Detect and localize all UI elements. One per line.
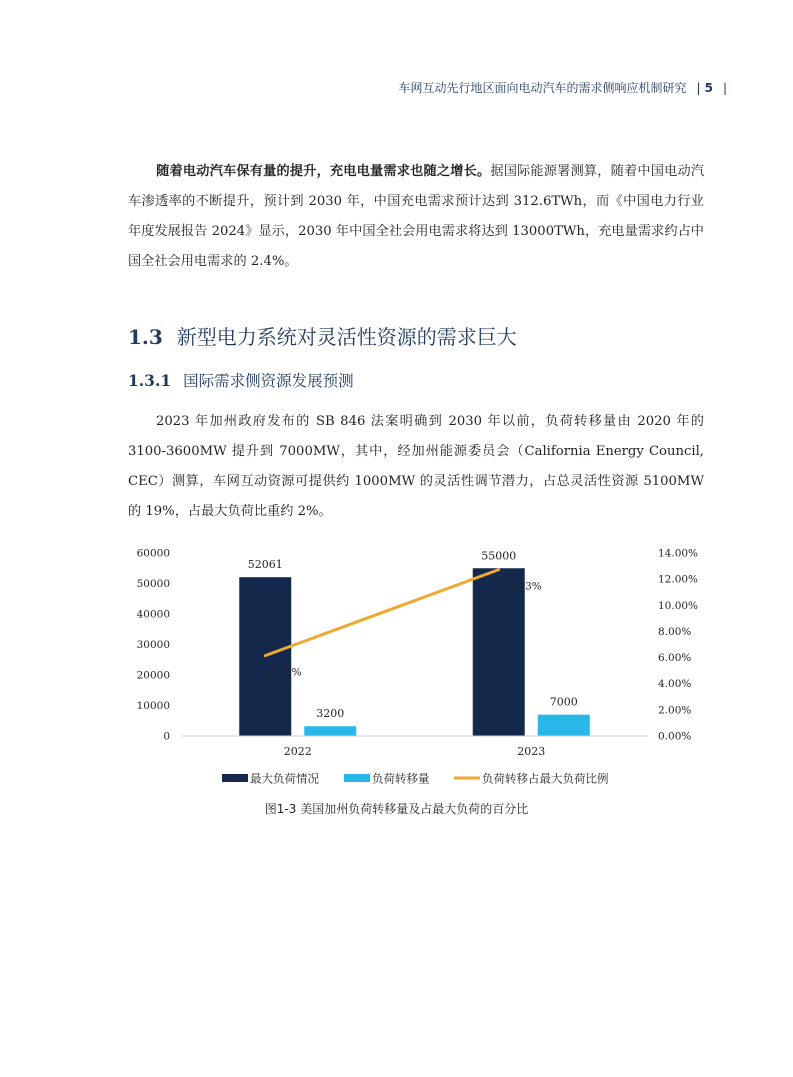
y-left-tick-label: 0 [163,730,170,743]
header-separator-right: | [722,81,727,95]
page-number: 5 [704,81,713,95]
section-heading [128,321,517,350]
y-left-tick-label: 10000 [136,700,170,712]
paragraph-lead-sentence: 随着电动汽车保有量的提升，充电电量需求也随之增长。 [156,164,491,179]
legend-swatch [344,774,370,782]
legend-swatch [222,774,248,782]
bar-load-shift-2023 [538,715,590,736]
y-right-tick-label: 2.00% [658,704,692,717]
legend-label: 负荷转移量 [372,771,430,786]
combo-chart [0,540,793,795]
running-title: 车网互动先行地区面向电动汽车的需求侧响应机制研究 [398,81,687,95]
line-series-ratio [265,570,499,656]
y-left-tick-label: 30000 [136,639,170,651]
y-left-tick-label: 20000 [136,669,170,682]
y-right-tick-label: 10.00% [658,599,699,612]
y-right-tick-label: 14.00% [658,547,699,560]
y-right-tick-label: 4.00% [658,678,692,691]
y-left-tick-label: 60000 [136,547,170,560]
bar-data-label: 55000 [481,549,517,563]
y-left-tick-label: 40000 [136,608,170,621]
legend-label: 最大负荷情况 [250,771,319,786]
subsection-number: 1.3.1 [128,371,172,390]
bar-data-label: 7000 [549,695,578,709]
y-right-tick-label: 6.00% [658,652,692,665]
subsection-heading [128,369,354,391]
paragraph-body: 2023 年加州政府发布的 SB 846 法案明确到 2030 年以前，负荷转移量由 2020 年的 3100-3600MW 提升到 7000MW，其中，经加州能源委员会（California Energy Council, CEC）测算，车网互动资源可提供约 1000MW 的灵活性调节潜力，占总灵活性资源 5100MW 的 19%，占最大负荷比重约 2%。 [128,414,704,519]
running-header [399,79,731,96]
section-title: 新型电力系统对灵活性资源的需求巨大 [176,325,517,349]
subsection-title: 国际需求侧资源发展预测 [183,372,354,390]
y-right-tick-label: 12.00% [658,573,699,586]
y-left-tick-label: 50000 [136,578,170,590]
section-number: 1.3 [128,325,163,349]
x-tick-label: 2023 [517,745,546,758]
line-data-label: 12.73% [501,580,542,593]
legend-label: 负荷转移占最大负荷比例 [482,771,609,786]
figure-caption: 图1-3 美国加州负荷转移量及占最大负荷的百分比 [264,802,529,816]
bar-max-load-2023 [473,568,525,736]
paragraph-charging-demand [128,157,704,277]
y-right-tick-label: 8.00% [658,625,692,638]
y-right-tick-label: 0.00% [658,730,692,743]
bar-data-label: 3200 [316,707,345,721]
paragraph-body: 据国际能源署测算，随着中国电动汽车渗透率的不断提升，预计到 2030 年，中国充电需求预计达到 312.6TWh，而《中国电力行业年度发展报告 2024》显示，2030 年中国全社会用电需求将达到 13000TWh，充电量需求约占中国全社会用电需求的 2.4%。 [128,164,705,269]
line-data-label: 6.15% [268,666,302,679]
paragraph-california [128,407,704,527]
bar-load-shift-2022 [304,726,356,736]
x-tick-label: 2022 [283,745,312,758]
header-separator: | [696,81,701,95]
bar-data-label: 52061 [247,558,283,572]
